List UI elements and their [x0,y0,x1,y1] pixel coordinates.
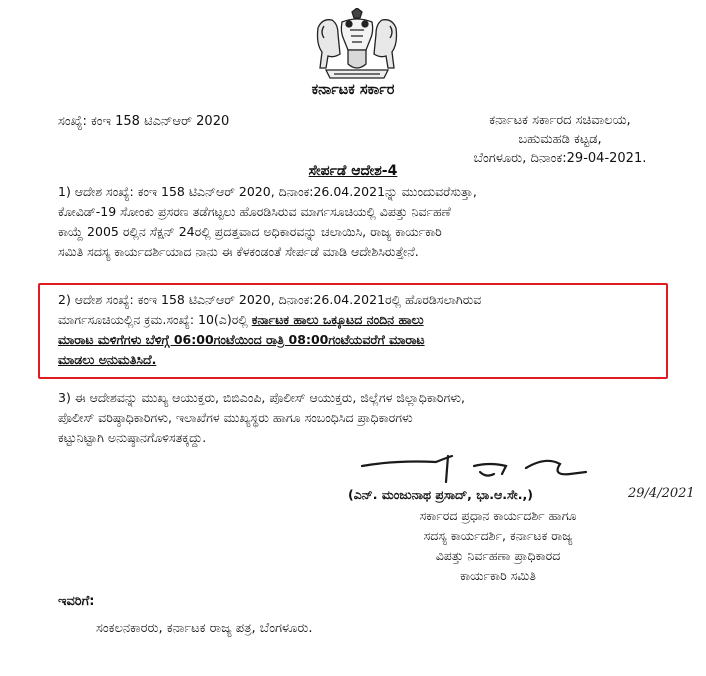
designation-line: ಕಾರ್ಯಕಾರಿ ಸಮಿತಿ [460,568,536,583]
emphasis-text: ಮಾರಾಟ ಮಳಿಗೆಗಳು ಬೆಳಿಗ್ಗೆ 06:00ಗಂಟೆಯಿಂದ ರಾತ್ರಿ 08:00ಗಂಟೆಯವರೆಗೆ ಮಾರಾಟ [58,332,425,347]
designation-line: ಸರ್ಕಾರದ ಪ್ರಧಾನ ಕಾರ್ಯದರ್ಶಿ ಹಾಗೂ [419,508,577,523]
handwritten-date: 29/4/2021 [628,486,695,501]
paragraph-line: ಸಮಿತಿ ಸದಸ್ಯ ಕಾರ್ಯದರ್ಶಿಯಾದ ನಾನು ಈ ಕೆಳಕಂಡಂತೆ ಸೇರ್ಪಡೆ ಮಾಡಿ ಆದೇಶಿಸಿರುತ್ತೇನೆ. [58,244,419,259]
paragraph-2 [58,290,666,370]
signatory-name: (ಎನ್. ಮಂಜುನಾಥ ಪ್ರಸಾದ್, ಭಾ.ಆ.ಸೇ.,) [348,487,533,502]
office-line: ಬಹುಮಹಡಿ ಕಟ್ಟಡ, [518,132,602,147]
paragraph-3 [58,388,666,448]
designation-line: ಸದಸ್ಯ ಕಾರ್ಯದರ್ಶಿ, ಕರ್ನಾಟಕ ರಾಜ್ಯ [423,528,573,543]
office-address [420,111,700,168]
paragraph-line: ಕೋವಿಡ್-19 ಸೋಂಕು ಪ್ರಸರಣ ತಡೆಗಟ್ಟಲು ಹೊರಡಿಸಿರುವ ಮಾರ್ಗಸೂಚಿಯಲ್ಲಿ ವಿಪತ್ತು ನಿರ್ವಹಣೆ [58,204,451,219]
paragraph-line [58,350,666,370]
emphasis-text: ಕರ್ನಾಟಕ ಹಾಲು ಒಕ್ಕೂಟದ ನಂದಿನ ಹಾಲು [251,312,424,327]
signatory-designation [358,506,638,586]
paragraph-text: ಮಾರ್ಗಸೂಚಿಯಲ್ಲಿನ ಕ್ರಮ.ಸಂಖ್ಯೆ: 10(ಎ)ರಲ್ಲಿ [58,312,252,327]
emphasis-text: ಮಾಡಲು ಅನುಮತಿಸಿದೆ. [58,352,157,367]
paragraph-line: 1) ಆದೇಶ ಸಂಖ್ಯೆ: ಕಂಇ 158 ಟಿಎನ್ಆರ್ 2020, ದಿನಾಂಕ:26.04.2021ನ್ನು ಮುಂದುವರೆಸುತ್ತಾ, [58,184,477,199]
government-title: ಕರ್ನಾಟಕ ಸರ್ಕಾರ [311,82,395,98]
office-line: ಕರ್ನಾಟಕ ಸರ್ಕಾರದ ಸಚಿವಾಲಯ, [489,113,631,128]
paragraph-line: 2) ಆದೇಶ ಸಂಖ್ಯೆ: ಕಂಇ 158 ಟಿಎನ್ಆರ್ 2020, ದಿನಾಂಕ:26.04.2021ರಲ್ಲಿ ಹೊರಡಿಸಲಾಗಿರುವ [58,292,482,307]
paragraph-line: 3) ಈ ಆದೇಶವನ್ನು ಮುಖ್ಯ ಆಯುಕ್ತರು, ಬಿಬಿಎಂಪಿ, ಪೊಲೀಸ್ ಆಯುಕ್ತರು, ಜಿಲ್ಲೆಗಳ ಜಿಲ್ಲಾಧಿಕಾರಿಗಳು, [58,390,465,405]
handwritten-signature [356,452,656,488]
recipient-line: ಸಂಕಲನಕಾರರು, ಕರ್ನಾಟಕ ರಾಜ್ಯ ಪತ್ರ, ಬೆಂಗಳೂರು. [96,621,313,636]
paragraph-line: ಕಟ್ಟುನಿಟ್ಟಾಗಿ ಅನುಷ್ಠಾನಗೊಳಿಸತಕ್ಕದ್ದು. [58,430,207,445]
paragraph-line [58,330,666,350]
paragraph-1 [58,182,666,262]
paragraph-line [58,310,666,330]
reference-number: ಸಂಖ್ಯೆ: ಕಂಇ 158 ಟಿಎನ್ಆರ್ 2020 [58,114,230,129]
office-date-line: ಬೆಂಗಳೂರು, ದಿನಾಂಕ:29-04-2021. [473,151,647,166]
paragraph-line: ಕಾಯ್ದೆ 2005 ರಲ್ಲಿನ ಸೆಕ್ಷನ್ 24ರಲ್ಲಿ ಪ್ರದತ್ತವಾದ ಅಧಿಕಾರವನ್ನು ಚಲಾಯಿಸಿ, ರಾಜ್ಯ ಕಾರ್ಯಕಾರಿ [58,224,442,239]
state-emblem-icon [312,8,402,84]
order-title: ಸೇರ್ಪಡೆ ಆದೇಶ-4 [308,163,398,179]
recipient-label: ಇವರಿಗೆ: [58,594,95,609]
paragraph-line: ಪೊಲೀಸ್ ವರಿಷ್ಠಾಧಿಕಾರಿಗಳು, ಇಲಾಖೆಗಳ ಮುಖ್ಯಸ್ಥರು ಹಾಗೂ ಸಂಬಂಧಿಸಿದ ಪ್ರಾಧಿಕಾರಗಳು [58,410,413,425]
designation-line: ವಿಪತ್ತು ನಿರ್ವಹಣಾ ಪ್ರಾಧಿಕಾರದ [435,548,561,563]
